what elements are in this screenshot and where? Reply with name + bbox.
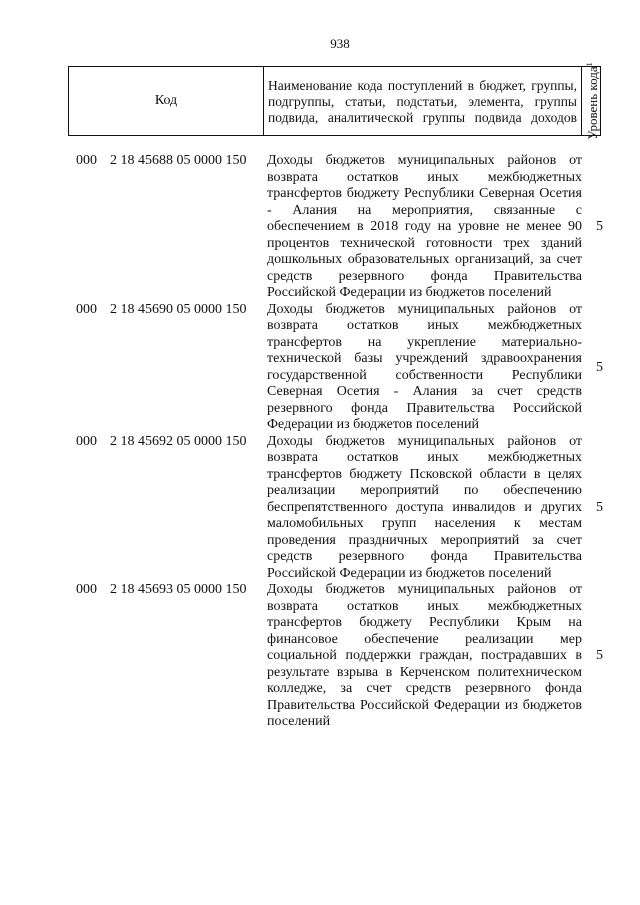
admin-code: 000	[76, 153, 97, 168]
table-row	[0, 434, 640, 583]
admin-code: 000	[76, 433, 97, 449]
header-level-label: Уровень кода$^1$	[584, 62, 601, 140]
header-name-cell: Наименование кода поступлений в бюджет, группы, подгруппы, статьи, подстатьи, элемента, группы подвида, аналитической группы подвида доходов	[264, 67, 582, 136]
table-row	[0, 582, 640, 731]
admin-code: 000	[76, 301, 97, 317]
income-description: Доходы бюджетов муниципальных районов от возврата остатков иных межбюджетных трансфертов бюджету Псковской области в целях реализации мероприятий по обеспечению беспрепятственного доступа инвалидов и других маломобильных групп населения к местам проведения праздничных мероприятий за счет средств резервного фонда Правительства Российской Федерации из бюджетов поселений	[267, 433, 582, 581]
page-number: 938	[330, 36, 350, 51]
income-code: 2 18 45688 05 0000 150	[110, 153, 247, 168]
table-row	[0, 302, 640, 434]
table-header	[68, 62, 601, 140]
income-code: 2 18 45693 05 0000 150	[110, 582, 247, 597]
income-code: 2 18 45692 05 0000 150	[110, 433, 247, 449]
income-description: Доходы бюджетов муниципальных районов от возврата остатков иных межбюджетных трансфертов на укрепление материально-технической базы учреждений здравоохранения государственной собственности Республики Северная Осетия - Алания за счет средств резервного фонда Правительства Российской Федерации из бюджетов поселений	[267, 301, 582, 432]
income-description: Доходы бюджетов муниципальных районов от возврата остатков иных межбюджетных трансфертов бюджету Республики Крым на финансовое обеспечение реализации мер социальной поддержки граждан, пострадавших в результате взрыва в Керченском политехническом колледже, за счет средств резервного фонда Правительства Российской Федерации из бюджетов поселений	[267, 582, 582, 729]
code-level: 5	[596, 499, 603, 515]
code-level: 5	[596, 648, 603, 664]
code-level: 5	[596, 219, 603, 235]
header-level-cell	[582, 62, 601, 140]
admin-code: 000	[76, 582, 97, 597]
table-row	[0, 153, 640, 302]
income-code: 2 18 45690 05 0000 150	[110, 301, 247, 317]
income-code-list	[0, 153, 640, 731]
footnote-mark: 1	[584, 62, 594, 67]
income-description: Доходы бюджетов муниципальных районов от возврата остатков иных межбюджетных трансфертов бюджету Республики Северная Осетия - Алания на мероприятия, связанные с обеспечением в 2018 году на уровне не менее 90 процентов технической готовности трех зданий дошкольных образовательных организаций, за счет средств резервного фонда Правительства Российской Федерации из бюджетов поселений	[267, 153, 582, 300]
code-level: 5	[596, 359, 603, 375]
header-code-cell: Код	[69, 67, 264, 136]
